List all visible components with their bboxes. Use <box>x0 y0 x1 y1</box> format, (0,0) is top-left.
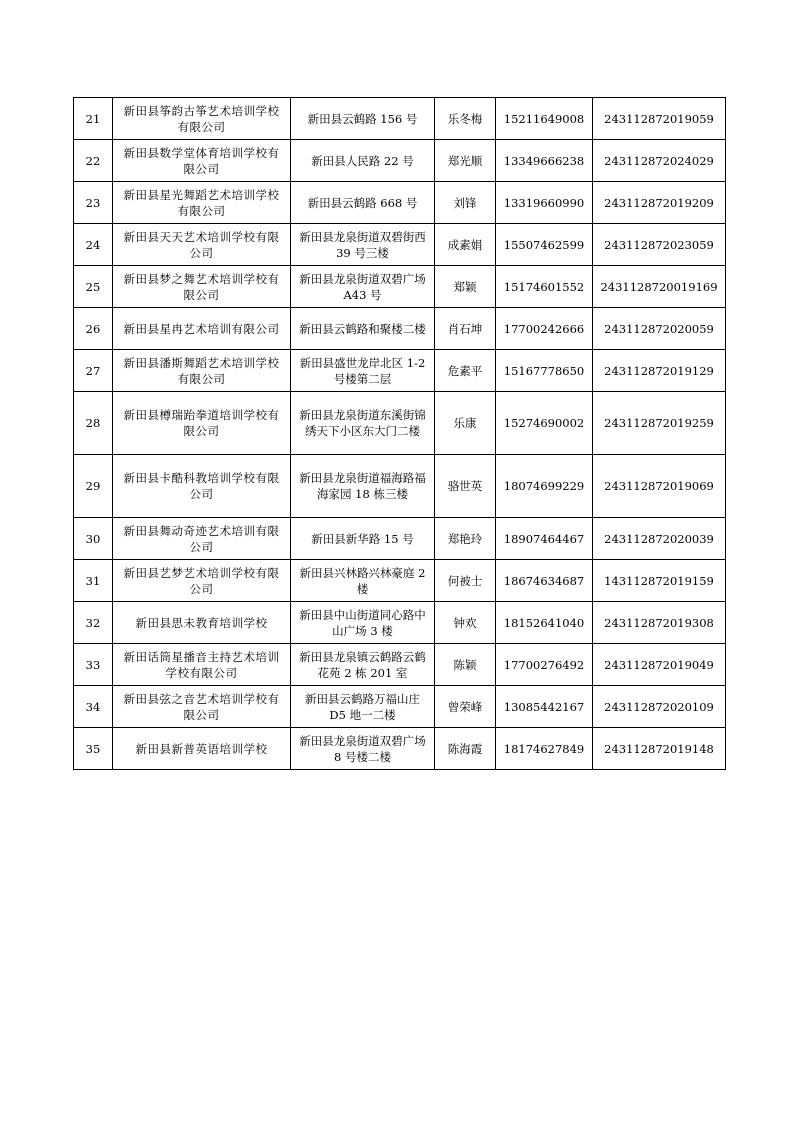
contact-person: 曾荣峰 <box>435 686 496 728</box>
phone-number: 17700276492 <box>496 644 593 686</box>
table-row <box>74 644 726 686</box>
phone-number: 18674634687 <box>496 560 593 602</box>
contact-person: 钟欢 <box>435 602 496 644</box>
school-address: 新田县云鹤路和聚楼二楼 <box>291 308 435 350</box>
phone-number: 13349666238 <box>496 140 593 182</box>
row-number: 23 <box>74 182 113 224</box>
license-code: 243112872019069 <box>593 455 726 518</box>
school-name: 新田县弦之音艺术培训学校有限公司 <box>113 686 291 728</box>
table-row <box>74 392 726 455</box>
school-name: 新田县数学堂体育培训学校有限公司 <box>113 140 291 182</box>
row-number: 25 <box>74 266 113 308</box>
table-row <box>74 560 726 602</box>
phone-number: 18907464467 <box>496 518 593 560</box>
license-code: 243112872023059 <box>593 224 726 266</box>
row-number: 32 <box>74 602 113 644</box>
table-row <box>74 98 726 140</box>
school-address: 新田县新华路 15 号 <box>291 518 435 560</box>
school-name: 新田县卡酷科教培训学校有限公司 <box>113 455 291 518</box>
school-name: 新田县梦之舞艺术培训学校有限公司 <box>113 266 291 308</box>
contact-person: 郑光顺 <box>435 140 496 182</box>
school-address: 新田县龙泉街道双碧广场 8 号楼二楼 <box>291 728 435 770</box>
license-code: 243112872020059 <box>593 308 726 350</box>
license-code: 243112872019148 <box>593 728 726 770</box>
contact-person: 骆世英 <box>435 455 496 518</box>
school-address: 新田县龙泉镇云鹤路云鹤花苑 2 栋 201 室 <box>291 644 435 686</box>
school-address: 新田县云鹤路万福山庄 D5 地一二楼 <box>291 686 435 728</box>
phone-number: 13319660990 <box>496 182 593 224</box>
school-name: 新田县舞动奇迹艺术培训有限公司 <box>113 518 291 560</box>
contact-person: 成素娟 <box>435 224 496 266</box>
school-address: 新田县龙泉街道双碧街西 39 号三楼 <box>291 224 435 266</box>
table-row <box>74 602 726 644</box>
school-name: 新田县星光舞蹈艺术培训学校有限公司 <box>113 182 291 224</box>
phone-number: 18152641040 <box>496 602 593 644</box>
row-number: 27 <box>74 350 113 392</box>
row-number: 26 <box>74 308 113 350</box>
table-row <box>74 350 726 392</box>
school-name: 新田县潘斯舞蹈艺术培训学校有限公司 <box>113 350 291 392</box>
table-row <box>74 686 726 728</box>
contact-person: 郑颖 <box>435 266 496 308</box>
contact-person: 肖石坤 <box>435 308 496 350</box>
contact-person: 陈海霞 <box>435 728 496 770</box>
table-row <box>74 455 726 518</box>
table-row <box>74 224 726 266</box>
row-number: 29 <box>74 455 113 518</box>
license-code: 243112872019209 <box>593 182 726 224</box>
license-code: 243112872019129 <box>593 350 726 392</box>
school-address: 新田县中山街道同心路中山广场 3 楼 <box>291 602 435 644</box>
table-row <box>74 182 726 224</box>
license-code: 243112872019259 <box>593 392 726 455</box>
contact-person: 刘锋 <box>435 182 496 224</box>
row-number: 34 <box>74 686 113 728</box>
contact-person: 何被士 <box>435 560 496 602</box>
table-row <box>74 266 726 308</box>
license-code: 243112872020039 <box>593 518 726 560</box>
school-name: 新田县筝韵古筝艺术培训学校有限公司 <box>113 98 291 140</box>
phone-number: 15211649008 <box>496 98 593 140</box>
contact-person: 陈颖 <box>435 644 496 686</box>
phone-number: 18074699229 <box>496 455 593 518</box>
school-address: 新田县云鹤路 156 号 <box>291 98 435 140</box>
row-number: 30 <box>74 518 113 560</box>
license-code: 243112872020109 <box>593 686 726 728</box>
row-number: 31 <box>74 560 113 602</box>
school-address: 新田县龙泉街道双碧广场 A43 号 <box>291 266 435 308</box>
school-registry-table <box>73 97 726 770</box>
row-number: 24 <box>74 224 113 266</box>
table-row <box>74 728 726 770</box>
phone-number: 18174627849 <box>496 728 593 770</box>
license-code: 2431128720019169 <box>593 266 726 308</box>
row-number: 35 <box>74 728 113 770</box>
table-row <box>74 308 726 350</box>
row-number: 28 <box>74 392 113 455</box>
table-row <box>74 140 726 182</box>
row-number: 22 <box>74 140 113 182</box>
school-address: 新田县兴林路兴林豪庭 2 楼 <box>291 560 435 602</box>
row-number: 21 <box>74 98 113 140</box>
table-row <box>74 518 726 560</box>
phone-number: 15174601552 <box>496 266 593 308</box>
contact-person: 郑艳玲 <box>435 518 496 560</box>
school-name: 新田县思未教育培训学校 <box>113 602 291 644</box>
school-name: 新田县艺梦艺术培训学校有限公司 <box>113 560 291 602</box>
school-name: 新田县樽瑞跆拳道培训学校有限公司 <box>113 392 291 455</box>
contact-person: 危素平 <box>435 350 496 392</box>
license-code: 143112872019159 <box>593 560 726 602</box>
contact-person: 乐冬梅 <box>435 98 496 140</box>
school-name: 新田县天天艺术培训学校有限公司 <box>113 224 291 266</box>
contact-person: 乐康 <box>435 392 496 455</box>
phone-number: 15274690002 <box>496 392 593 455</box>
license-code: 243112872024029 <box>593 140 726 182</box>
phone-number: 17700242666 <box>496 308 593 350</box>
row-number: 33 <box>74 644 113 686</box>
license-code: 243112872019049 <box>593 644 726 686</box>
school-address: 新田县龙泉街道东溪街锦绣天下小区东大门二楼 <box>291 392 435 455</box>
phone-number: 13085442167 <box>496 686 593 728</box>
school-address: 新田县云鹤路 668 号 <box>291 182 435 224</box>
school-name: 新田县星冉艺术培训有限公司 <box>113 308 291 350</box>
school-name: 新田县新普英语培训学校 <box>113 728 291 770</box>
license-code: 243112872019308 <box>593 602 726 644</box>
phone-number: 15507462599 <box>496 224 593 266</box>
phone-number: 15167778650 <box>496 350 593 392</box>
table-body <box>74 98 726 770</box>
school-address: 新田县盛世龙岸北区 1-2 号楼第二层 <box>291 350 435 392</box>
license-code: 243112872019059 <box>593 98 726 140</box>
school-name: 新田话筒星播音主持艺术培训学校有限公司 <box>113 644 291 686</box>
school-address: 新田县人民路 22 号 <box>291 140 435 182</box>
school-address: 新田县龙泉街道福海路福海家园 18 栋三楼 <box>291 455 435 518</box>
